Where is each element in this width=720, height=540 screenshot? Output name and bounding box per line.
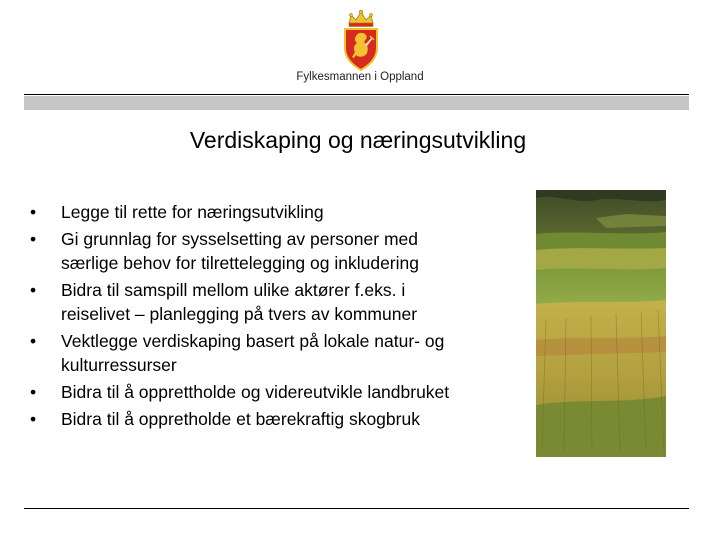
coat-of-arms-icon xyxy=(337,8,385,74)
header-rule xyxy=(24,94,689,95)
bullet-text: Bidra til samspill mellom ulike aktører f.eks. i xyxy=(61,280,406,300)
bullet-text: Bidra til å opprettholde og videreutvikle landbruket xyxy=(61,382,450,402)
bullet-text: Legge til rette for næringsutvikling xyxy=(61,202,324,222)
bullet-item xyxy=(30,227,520,275)
bullet-item xyxy=(30,407,520,431)
bullet-text: Vektlegge verdiskaping basert på lokale natur- og xyxy=(61,331,445,351)
bullet-text: kulturressurser xyxy=(61,355,177,375)
bullet-list xyxy=(30,200,520,434)
bullet-text: Bidra til å oppretholde et bærekraftig skogbruk xyxy=(61,409,420,429)
bullet-text: Gi grunnlag for sysselsetting av personer med xyxy=(61,229,418,249)
bullet-item xyxy=(30,329,520,377)
field-landscape-image xyxy=(536,190,666,457)
header-band xyxy=(24,96,689,110)
bullet-item xyxy=(30,380,520,404)
bullet-dot: • xyxy=(30,409,37,429)
bullet-dot: • xyxy=(30,202,37,222)
bullet-dot: • xyxy=(30,280,37,300)
bullet-dot: • xyxy=(30,229,37,249)
bullet-dot: • xyxy=(30,382,37,402)
bullet-dot: • xyxy=(30,331,37,351)
bullet-text: særlige behov for tilrettelegging og inkludering xyxy=(61,253,419,273)
bullet-item xyxy=(30,200,520,224)
organization-name: Fylkesmannen i Oppland xyxy=(296,71,424,83)
bullet-text: reiselivet – planlegging på tvers av kommuner xyxy=(61,304,418,324)
bullet-item xyxy=(30,278,520,326)
slide-title: Verdiskaping og næringsutvikling xyxy=(189,127,527,153)
footer-rule xyxy=(24,508,689,509)
